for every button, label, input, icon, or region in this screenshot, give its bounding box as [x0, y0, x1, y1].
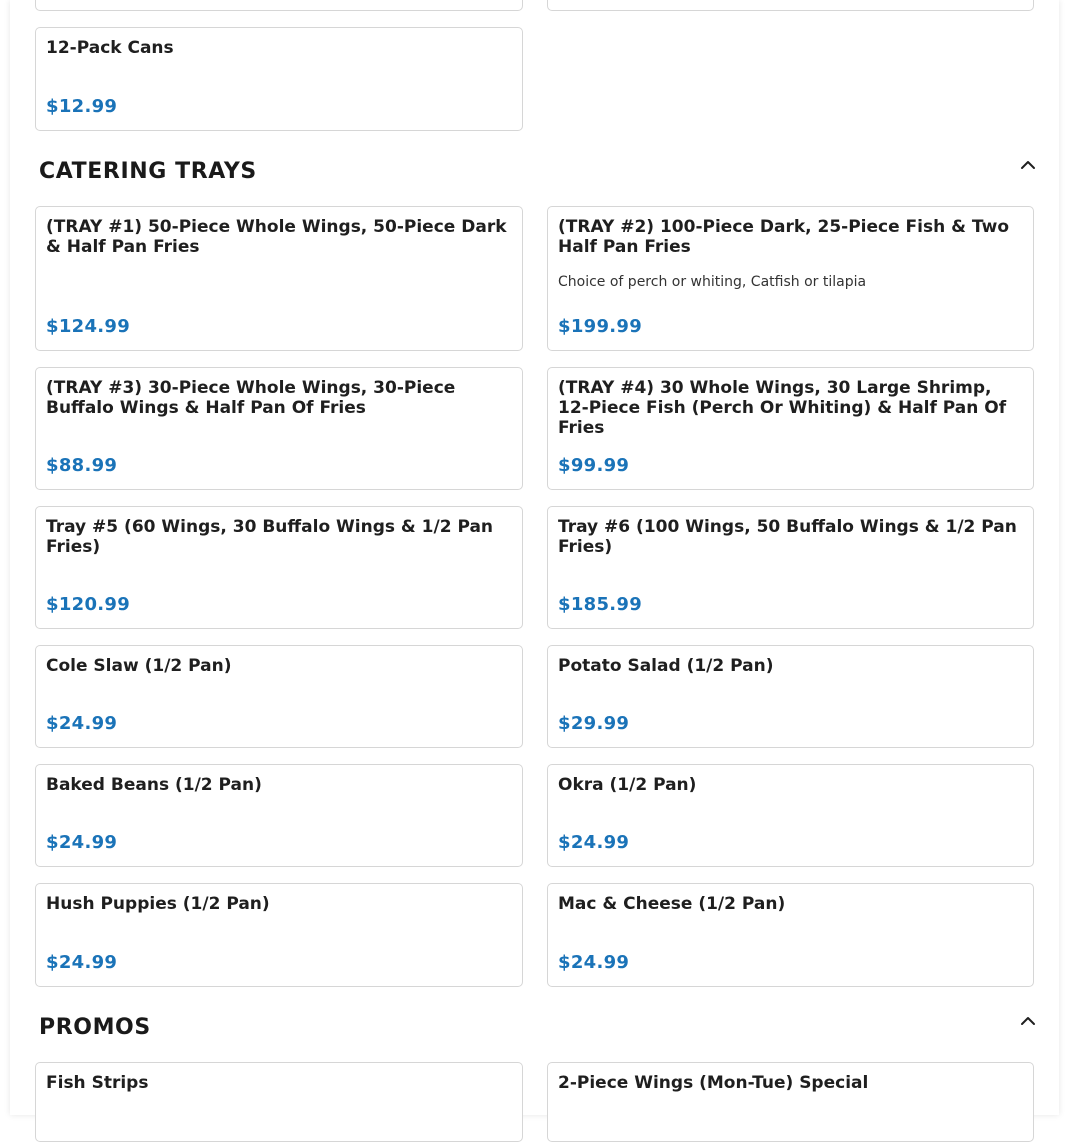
item-name: 12-Pack Cans [46, 38, 174, 58]
menu-item-card[interactable] [35, 367, 523, 490]
item-price: $99.99 [558, 455, 630, 476]
menu-item-card[interactable] [35, 0, 523, 11]
menu-item-card[interactable] [35, 645, 523, 748]
item-name: Fish Strips [46, 1073, 149, 1093]
item-name: Cole Slaw (1/2 Pan) [46, 656, 232, 676]
item-price: $124.99 [46, 316, 131, 337]
menu-item-card[interactable] [547, 764, 1034, 867]
item-price: $88.99 [46, 455, 118, 476]
item-name: Okra (1/2 Pan) [558, 775, 697, 795]
menu-item-card[interactable] [547, 883, 1034, 987]
section-title-promos: PROMOS [39, 1015, 151, 1040]
item-name: Hush Puppies (1/2 Pan) [46, 894, 270, 914]
item-price: $24.99 [46, 832, 118, 853]
item-description: Choice of perch or whiting, Catfish or tilapia [558, 274, 867, 290]
menu-item-card[interactable] [35, 206, 523, 351]
menu-item-card[interactable] [35, 883, 523, 987]
menu-item-card[interactable] [35, 506, 523, 629]
menu-item-card[interactable] [547, 645, 1034, 748]
item-price: $24.99 [558, 832, 630, 853]
item-price: $12.99 [46, 96, 118, 117]
item-price: $24.99 [46, 952, 118, 973]
menu-page [10, 0, 1059, 1115]
item-name: Tray #5 (60 Wings, 30 Buffalo Wings & 1/2 Pan Fries) [46, 517, 494, 557]
menu-item-card[interactable] [547, 506, 1034, 629]
menu-item-card[interactable] [547, 0, 1034, 11]
menu-item-card[interactable] [35, 764, 523, 867]
item-price: $199.99 [558, 316, 643, 337]
chevron-up-icon[interactable] [1017, 154, 1039, 176]
item-name: Potato Salad (1/2 Pan) [558, 656, 774, 676]
item-name: (TRAY #2) 100-Piece Dark, 25-Piece Fish & Two Half Pan Fries [558, 217, 1009, 257]
menu-item-card[interactable] [547, 1062, 1034, 1142]
item-name: Mac & Cheese (1/2 Pan) [558, 894, 786, 914]
section-title-catering-trays: CATERING TRAYS [39, 159, 257, 184]
menu-item-card[interactable] [547, 206, 1034, 351]
item-price: $24.99 [46, 713, 118, 734]
menu-item-card[interactable] [35, 27, 523, 131]
item-name: (TRAY #4) 30 Whole Wings, 30 Large Shrimp, 12-Piece Fish (Perch Or Whiting) & Half Pan Of Fries [558, 378, 1007, 438]
chevron-up-icon[interactable] [1017, 1010, 1039, 1032]
item-price: $120.99 [46, 594, 131, 615]
item-price: $185.99 [558, 594, 643, 615]
item-price: $29.99 [558, 713, 630, 734]
menu-item-card[interactable] [35, 1062, 523, 1142]
menu-item-card[interactable] [547, 367, 1034, 490]
item-name: (TRAY #1) 50-Piece Whole Wings, 50-Piece Dark & Half Pan Fries [46, 217, 507, 257]
item-name: Tray #6 (100 Wings, 50 Buffalo Wings & 1/2 Pan Fries) [558, 517, 1017, 557]
item-name: Baked Beans (1/2 Pan) [46, 775, 262, 795]
item-name: 2-Piece Wings (Mon-Tue) Special [558, 1073, 869, 1093]
item-name: (TRAY #3) 30-Piece Whole Wings, 30-Piece Buffalo Wings & Half Pan Of Fries [46, 378, 456, 418]
item-price: $24.99 [558, 952, 630, 973]
